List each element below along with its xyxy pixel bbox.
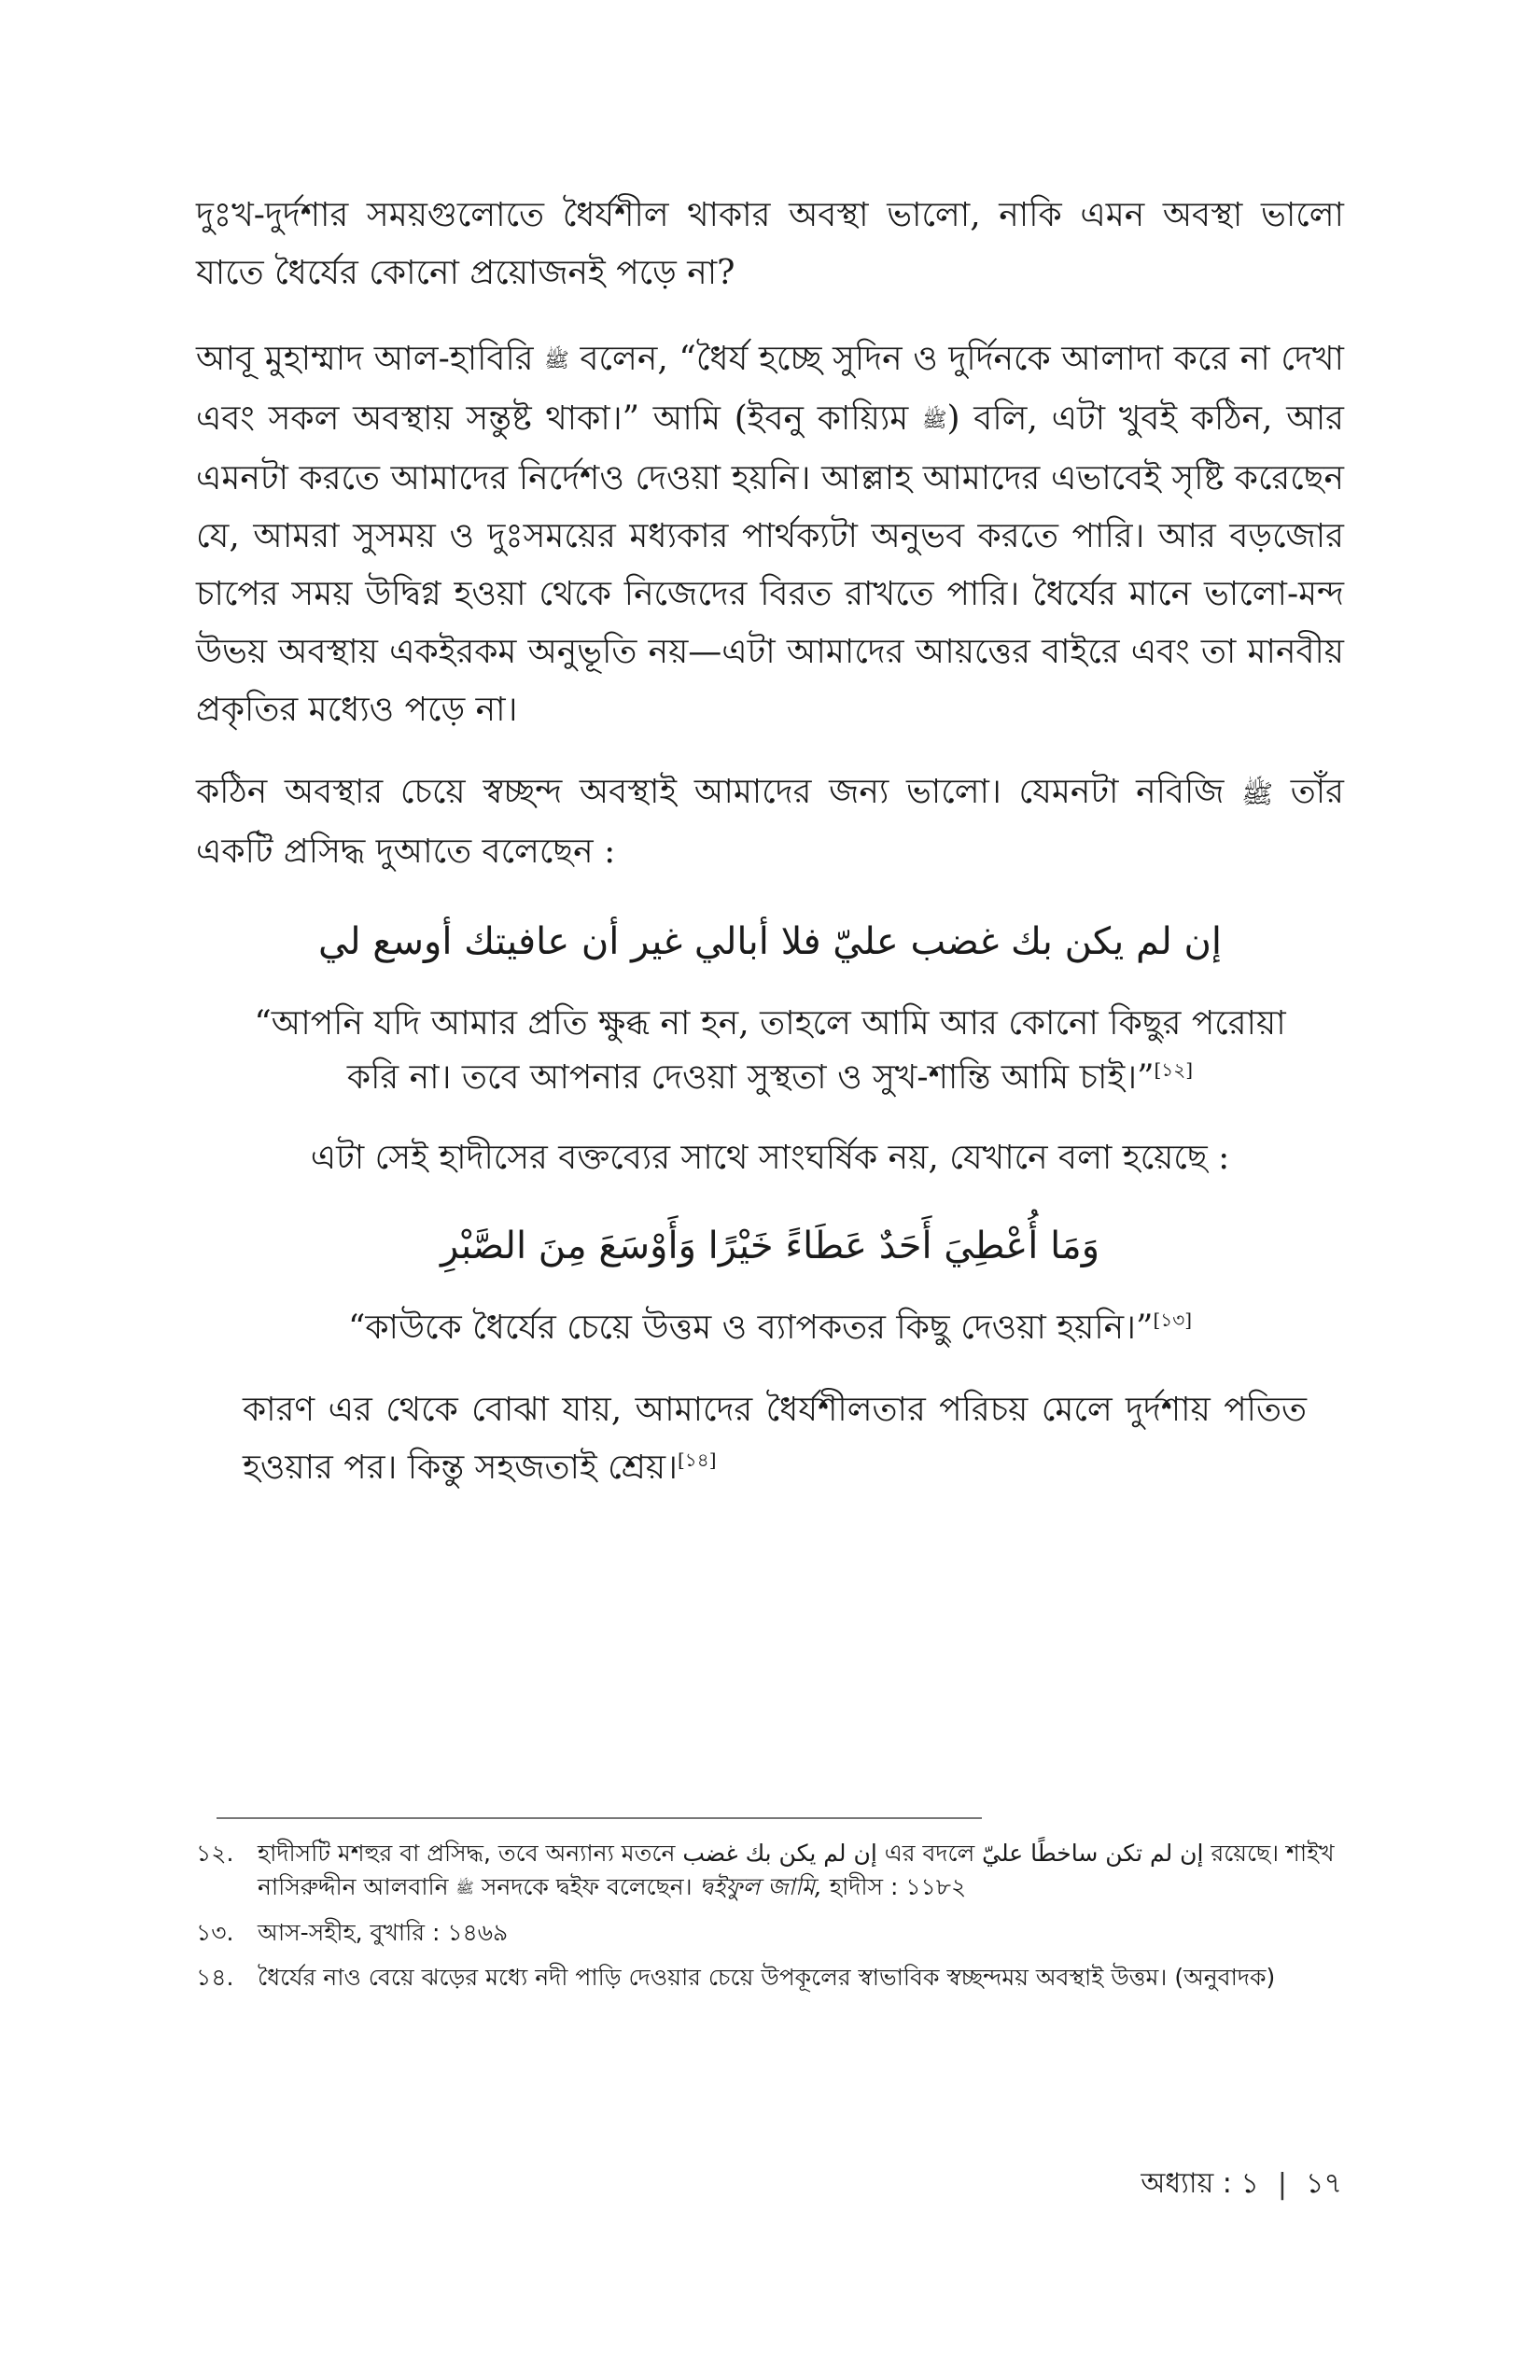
footnote-12-arabic-1: إن لم يكن بك غضب: [682, 1840, 877, 1867]
rahimahullah-icon: ﷺ: [921, 409, 947, 432]
footnote-number: ১৩.: [196, 1919, 234, 1946]
footnote-ref-12[interactable]: [১২]: [1154, 1058, 1194, 1081]
paragraph-3: [196, 763, 1344, 881]
footnote-12-part-f: হাদীস : ১১৮২: [829, 1873, 967, 1900]
footnote-14: [196, 1961, 1344, 1995]
footnote-text: [258, 1837, 1344, 1905]
footnote-12-source: দ্বইফুল জামি,: [699, 1873, 822, 1900]
footnote-divider: [217, 1817, 982, 1819]
quote-1-text: “আপনি যদি আমার প্রতি ক্ষুব্ধ না হন, তাহলে আমি আর কোনো কিছুর পরোয়া করি না। তবে আপনার দেওয়া সুস্থতা ও সুখ-শান্তি আমি চাই।”: [254, 1004, 1286, 1097]
paragraph-3-part-a: কঠিন অবস্থার চেয়ে স্বচ্ছন্দ অবস্থাই আমাদের জন্য ভালো। যেমনটা নবিজি: [196, 773, 1225, 811]
main-text: [196, 187, 1344, 1521]
paragraph-4: এটা সেই হাদীসের বক্তব্যের সাথে সাংঘর্ষিক নয়, যেখানে বলা হয়েছে :: [310, 1139, 1230, 1177]
footnote-number: ১২.: [196, 1840, 234, 1867]
chapter-label: অধ্যায় : ১: [1141, 2167, 1259, 2200]
footnote-12-part-a: হাদীসটি মশহুর বা প্রসিদ্ধ, তবে অন্যান্য মতনে: [258, 1840, 676, 1867]
footnote-13: [196, 1916, 1344, 1950]
quote-2-text: “কাউকে ধৈর্যের চেয়ে উত্তম ও ব্যাপকতর কিছু দেওয়া হয়নি।”: [347, 1309, 1154, 1347]
salallahu-alaihi-wasallam-icon: ﷺ: [1241, 778, 1274, 809]
page-footer: [1141, 2161, 1342, 2208]
footnote-12-part-c: রয়েছে। শাইখ নাসিরুদ্দীন আলবানি: [258, 1840, 1335, 1900]
paragraph-5-text: কারণ এর থেকে বোঝা যায়, আমাদের ধৈর্যশীলতার পরিচয় মেলে দুর্দশায় পতিত হওয়ার পর। কিন্তু সহজতাই শ্রেয়।: [243, 1391, 1307, 1487]
quote-2: [196, 1301, 1344, 1355]
paragraph-2-part-b: বলেন, “ধৈর্য হচ্ছে সুদিন ও দুর্দিনকে আলাদা করে না দেখা এবং সকল অবস্থায় সন্তুষ্ট থাকা।” আমি (ইবনু কায়্যিম: [196, 340, 1344, 438]
arabic-dua: إن لم يكن بك غضب عليّ فلا أبالي غير أن عافيتك أوسع لي: [317, 920, 1222, 963]
footnote-12: [196, 1837, 1344, 1905]
footnote-12-part-b: এর বদলে: [884, 1840, 975, 1867]
paragraph-5: [196, 1381, 1344, 1497]
arabic-hadith: وَمَا أُعْطِيَ أَحَدٌ عَطَاءً خَيْرًا وَأَوْسَعَ مِنَ الصَّبْرِ: [440, 1225, 1100, 1267]
footnote-text: আস-সহীহ, বুখারি : ১৪৬৯: [258, 1919, 509, 1946]
footnotes: [196, 1837, 1344, 2006]
footnote-12-part-d: সনদকে দ্বইফ বলেছেন।: [481, 1873, 693, 1900]
footnote-number: ১৪.: [196, 1964, 234, 1991]
footer-separator: |: [1277, 2168, 1288, 2201]
rahimahullah-icon: ﷺ: [544, 349, 569, 372]
paragraph-1: দুঃখ-দুর্দশার সময়গুলোতে ধৈর্যশীল থাকার অবস্থা ভালো, নাকি এমন অবস্থা ভালো যাতে ধৈর্যের কোনো প্রয়োজনই পড়ে না?: [196, 196, 1344, 292]
footnote-12-arabic-2: إن لم تكن ساخطًا عليّ: [982, 1840, 1204, 1867]
paragraph-3-part-b: তাঁর একটি প্রসিদ্ধ দুআতে বলেছেন :: [196, 773, 1344, 871]
footnote-text: ধৈর্যের নাও বেয়ে ঝড়ের মধ্যে নদী পাড়ি দেওয়ার চেয়ে উপকূলের স্বাভাবিক স্বচ্ছন্দময় অবস্থাই উত্তম। (অনুবাদক): [258, 1964, 1276, 1991]
rahimahullah-icon: ﷺ: [455, 1879, 474, 1897]
footnote-ref-13[interactable]: [১৩]: [1153, 1309, 1193, 1331]
footnote-ref-14[interactable]: [১৪]: [677, 1449, 717, 1471]
paragraph-2: [196, 330, 1344, 739]
quote-1: [196, 997, 1344, 1105]
paragraph-2-part-a: আবূ মুহাম্মাদ আল-হাবিরি: [196, 340, 534, 378]
page-number: ১৭: [1306, 2167, 1342, 2200]
paragraph-2-part-c: ) বলি, এটা খুবই কঠিন, আর এমনটা করতে আমাদের নির্দেশও দেওয়া হয়নি। আল্লাহ আমাদের এভাবেই সৃষ্টি করেছেন যে, আমরা সুসময় ও দুঃসময়ের মধ্যকার পার্থক্যটা অনুভব করতে পারি। আর বড়জোর চাপের সময় উদ্বিগ্ন হওয়া থেকে নিজেদের বিরত রাখতে পারি। ধৈর্যের মানে ভালো-মন্দ উভয় অবস্থায় একইরকম অনুভূতি নয়—এটা আমাদের আয়ত্তের বাইরে এবং তা মানবীয় প্রকৃতির মধ্যেও পড়ে না।: [196, 399, 1344, 729]
